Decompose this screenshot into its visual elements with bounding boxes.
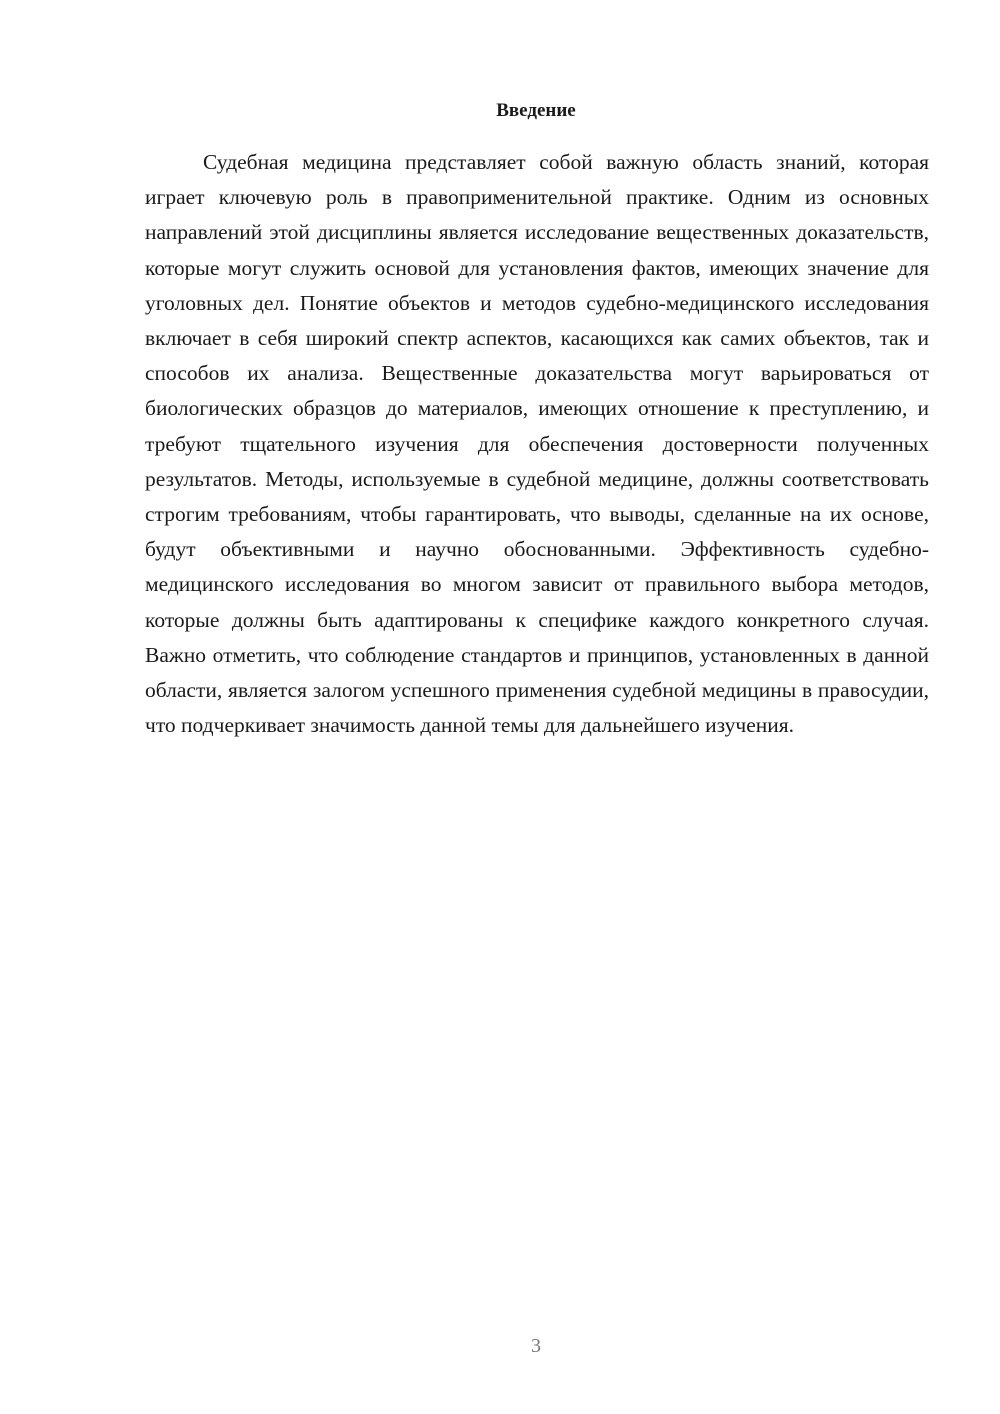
body-paragraph: Судебная медицина представляет собой важную область знаний, которая играет ключевую роль в правоприменительной практике. Одним из основных направлений этой дисциплины является исследование вещественных доказательств, которые могут служить основой для установления фактов, имеющих значение для уголовных дел. Понятие объектов и методов судебно-медицинского исследования включает в себя широкий спектр аспектов, касающихся как самих объектов, так и способов их анализа. Вещественные доказательства могут варьироваться от биологических образцов до материалов, имеющих отношение к преступлению, и требуют тщательного изучения для обеспечения достоверности полученных результатов. Методы, используемые в судебной медицине, должны соответствовать строгим требованиям, чтобы гарантировать, что выводы, сделанные на их основе, будут объективными и научно обоснованными. Эффективность судебно-медицинского исследования во многом зависит от правильного выбора методов, которые должны быть адаптированы к специфике каждого конкретного случая. Важно отметить, что соблюдение стандартов и принципов, установленных в данной области, является залогом успешного применения судебной медицины в правосудии, что подчеркивает значимость данной темы для дальнейшего изучения.: [145, 150, 929, 738]
section-heading: Введение: [496, 100, 576, 121]
page-number: 3: [531, 1335, 541, 1357]
